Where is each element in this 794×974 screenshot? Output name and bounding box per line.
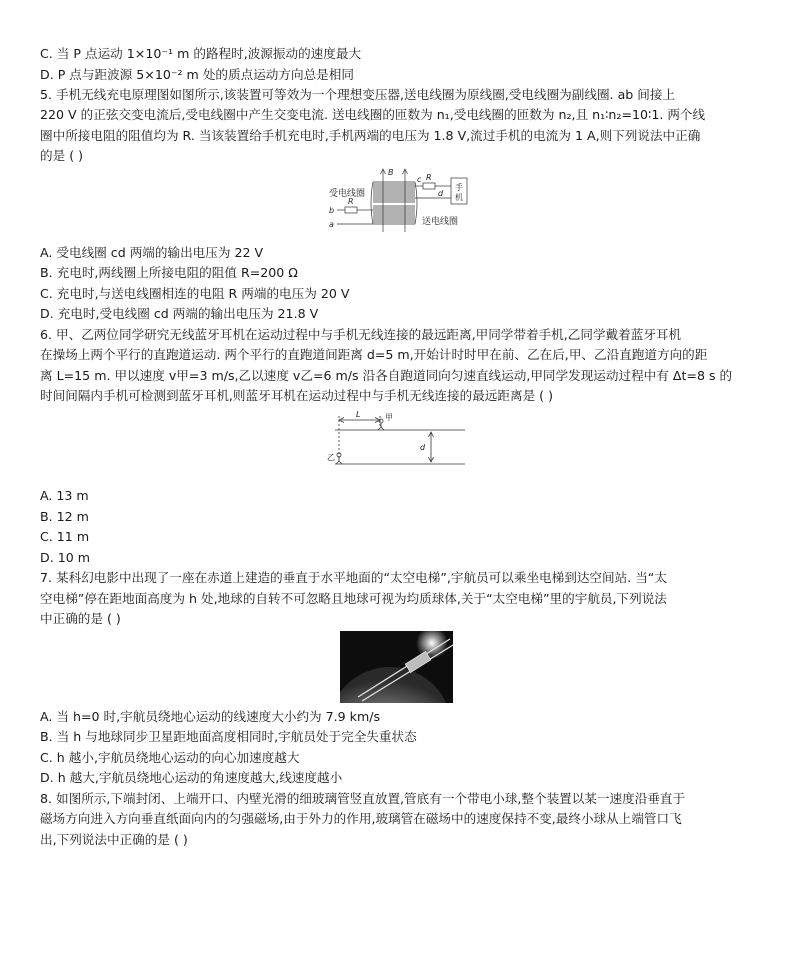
tracks-diagram bbox=[325, 408, 467, 470]
jia-label: 甲 bbox=[385, 413, 393, 422]
q5-option-a: A. 受电线圈 cd 两端的输出电压为 22 V bbox=[40, 245, 264, 260]
q6-stem-line2: 在操场上两个平行的直跑道运动. 两个平行的直跑道间距离 d=5 m,开始计时时甲在前、乙在后,甲、乙沿直跑道方向的距 bbox=[40, 347, 708, 362]
space-elevator-illustration bbox=[340, 631, 453, 703]
q5-option-d: D. 充电时,受电线圈 cd 两端的输出电压为 21.8 V bbox=[40, 306, 319, 321]
q6-option-a: A. 13 m bbox=[40, 488, 89, 503]
q6-stem-line4: 时间间隔内手机可检测到蓝牙耳机,则蓝牙耳机在运动过程中与手机无线连接的最远距离是 ( ) bbox=[40, 388, 553, 403]
phone-label-1: 手 bbox=[455, 183, 463, 192]
phone-label-2: 机 bbox=[455, 193, 463, 202]
resistor-left-label: R bbox=[348, 197, 354, 206]
q7-stem-line2: 空电梯”停在距地面高度为 h 处,地球的自转不可忽略且地球可视为均质球体,关于“太空电梯”里的宇航员,下列说法 bbox=[40, 591, 667, 606]
q7-option-d: D. h 越大,宇航员绕地心运动的角速度越大,线速度越小 bbox=[40, 770, 343, 785]
q7-option-b: B. 当 h 与地球同步卫星距地面高度相同时,宇航员处于完全失重状态 bbox=[40, 729, 417, 744]
receiving-coil bbox=[373, 182, 415, 202]
terminal-c-label: c bbox=[417, 175, 422, 184]
tracks-figure bbox=[325, 408, 467, 470]
q5-option-b: B. 充电时,两线圈上所接电阻的阻值 R=200 Ω bbox=[40, 265, 298, 280]
q8-stem-line2: 磁场方向进入方向垂直纸面向内的匀强磁场,由于外力的作用,玻璃管在磁场中的速度保持不变,最终小球从上端管口飞 bbox=[40, 811, 682, 826]
q5-stem-line3: 圈中所接电阻的阻值均为 R. 当该装置给手机充电时,手机两端的电压为 1.8 V,流过手机的电流为 1 A,则下列说法中正确 bbox=[40, 128, 701, 143]
q6-option-d: D. 10 m bbox=[40, 550, 90, 565]
q5-stem-line1: 5. 手机无线充电原理图如图所示,该装置可等效为一个理想变压器,送电线圈为原线圈,受电线圈为副线圈. ab 间接上 bbox=[40, 87, 676, 102]
q8-stem-line3: 出,下列说法中正确的是 ( ) bbox=[40, 832, 188, 847]
q7-option-c: C. h 越小,宇航员绕地心运动的向心加速度越大 bbox=[40, 750, 300, 765]
q7-stem-line3: 中正确的是 ( ) bbox=[40, 611, 121, 626]
q5-option-c: C. 充电时,与送电线圈相连的电阻 R 两端的电压为 20 V bbox=[40, 286, 350, 301]
q7-option-a: A. 当 h=0 时,宇航员绕地心运动的线速度大小约为 7.9 km/s bbox=[40, 709, 381, 724]
q5-stem-line4: 的是 ( ) bbox=[40, 148, 84, 163]
send-coil-label: 送电线圈 bbox=[422, 217, 459, 227]
terminal-a-label: a bbox=[329, 220, 334, 229]
q5-stem-line2: 220 V 的正弦交变电流后,受电线圈中产生交变电流. 送电线圈的匝数为 n₁,受电线圈的匝数为 n₂,且 n₁∶n₂=10∶1. 两个线 bbox=[40, 107, 706, 122]
recv-coil-label: 受电线圈 bbox=[329, 189, 366, 199]
b-field-label: B bbox=[388, 168, 394, 177]
space-elevator-image bbox=[340, 631, 453, 703]
q7-stem-line1: 7. 某科幻电影中出现了一座在赤道上建造的垂直于水平地面的“太空电梯”,宇航员可以乘坐电梯到达空间站. 当“太 bbox=[40, 570, 667, 585]
sending-coil bbox=[373, 206, 415, 224]
wireless-charging-figure bbox=[325, 166, 475, 238]
terminal-b-label: b bbox=[329, 206, 335, 215]
q6-option-b: B. 12 m bbox=[40, 509, 89, 524]
resistor-top-label: R bbox=[426, 173, 432, 182]
wireless-charging-diagram bbox=[325, 166, 475, 238]
distance-L-label: L bbox=[356, 410, 361, 419]
yi-label: 乙 bbox=[327, 453, 335, 462]
q6-option-c: C. 11 m bbox=[40, 529, 90, 544]
terminal-d-label: d bbox=[438, 189, 444, 198]
q8-stem-line1: 8. 如图所示,下端封闭、上端开口、内壁光滑的细玻璃管竖直放置,管底有一个带电小球,整个装置以某一速度沿垂直于 bbox=[40, 791, 686, 806]
q4-option-c: C. 当 P 点运动 1×10⁻¹ m 的路程时,波源振动的速度最大 bbox=[40, 46, 362, 61]
q6-stem-line3: 离 L=15 m. 甲以速度 v甲=3 m/s,乙以速度 v乙=6 m/s 沿各自跑道同向匀速直线运动,甲同学发现运动过程中有 Δt=8 s 的 bbox=[40, 368, 733, 383]
distance-d-label: d bbox=[420, 443, 426, 452]
q4-option-d: D. P 点与距波源 5×10⁻² m 处的质点运动方向总是相同 bbox=[40, 67, 354, 82]
q6-stem-line1: 6. 甲、乙两位同学研究无线蓝牙耳机在运动过程中与手机无线连接的最远距离,甲同学带着手机,乙同学戴着蓝牙耳机 bbox=[40, 327, 682, 342]
